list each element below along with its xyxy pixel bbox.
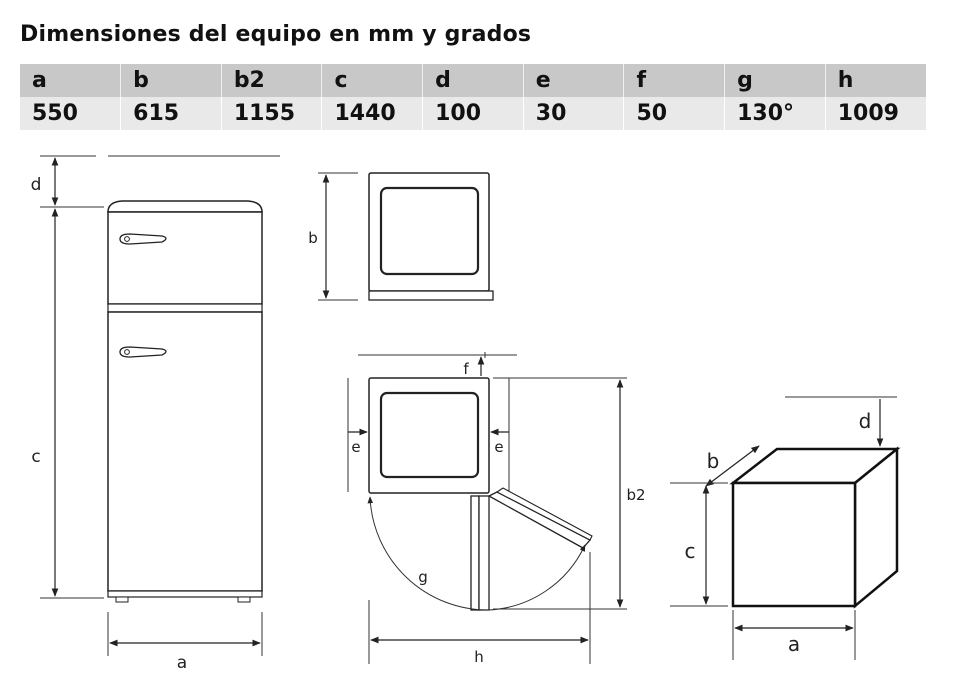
label-c-front: c — [31, 447, 41, 467]
header-b2: b2 — [221, 64, 322, 97]
fridge-front-view — [31, 156, 280, 673]
header-c: c — [322, 64, 423, 97]
top-view — [308, 173, 493, 300]
box-isometric-view — [670, 397, 897, 660]
value-d: 100 — [423, 97, 524, 130]
fridge-handle — [120, 347, 166, 357]
label-a-box: a — [787, 632, 801, 656]
label-d-front: d — [30, 175, 42, 195]
page-title: Dimensiones del equipo en mm y grados — [20, 22, 532, 47]
label-h: h — [474, 648, 484, 666]
label-e-right: e — [494, 438, 504, 456]
door-opening-view — [348, 352, 646, 666]
header-b: b — [121, 64, 222, 97]
header-g: g — [725, 64, 826, 97]
label-b-box: b — [706, 449, 720, 473]
label-a-front: a — [176, 653, 188, 673]
header-a: a — [20, 64, 121, 97]
freezer-handle — [120, 234, 166, 244]
value-a: 550 — [20, 97, 121, 130]
label-d-box: d — [858, 409, 872, 433]
label-f: f — [463, 360, 469, 378]
value-b: 615 — [121, 97, 222, 130]
label-e-left: e — [351, 438, 361, 456]
value-g: 130° — [725, 97, 826, 130]
header-f: f — [624, 64, 725, 97]
header-h: h — [825, 64, 926, 97]
value-c: 1440 — [322, 97, 423, 130]
value-f: 50 — [624, 97, 725, 130]
label-c-box: c — [684, 539, 696, 563]
value-b2: 1155 — [221, 97, 322, 130]
label-b2: b2 — [626, 486, 646, 504]
header-d: d — [423, 64, 524, 97]
label-g: g — [418, 568, 428, 586]
label-b-top: b — [308, 229, 318, 247]
value-e: 30 — [523, 97, 624, 130]
header-e: e — [523, 64, 624, 97]
value-h: 1009 — [825, 97, 926, 130]
